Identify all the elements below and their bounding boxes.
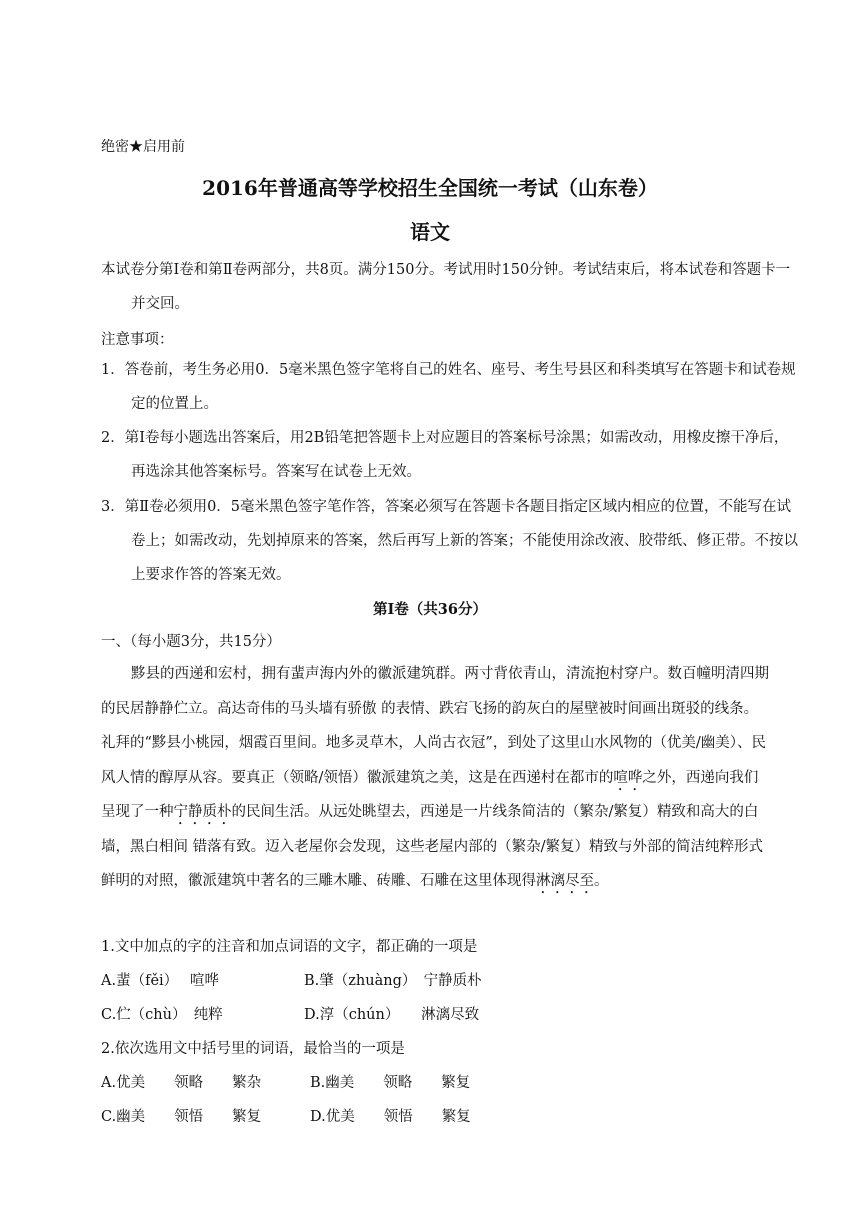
exam-title: 2016年普通高等学校招生全国统一考试（山东卷） bbox=[202, 176, 658, 200]
question-1-option-c: C.伫（chù） 纯粹 bbox=[101, 1007, 223, 1023]
question-1-stem: 1.文中加点的字的注音和加点词语的文字，都正确的一项是 bbox=[101, 939, 478, 955]
question-1-option-b: B.肇（zhuàng） 宁静质朴 bbox=[304, 973, 482, 989]
note-item-3: 3．第Ⅱ卷必须用0．5毫米黑色签字笔作答，答案必须写在答题卡各题目指定区域内相应的位置，不能写在试卷上；如需改动，先划掉原来的答案，然后再写上新的答案；不能使用涂改液、胶带纸、修正带。不按以上要求作答的答案无效。 bbox=[101, 499, 798, 583]
passage-text-2: 之外，西递向我们呈现了一种 bbox=[101, 769, 759, 820]
note-item-1: 1．答卷前，考生务必用0．5毫米黑色签字笔将自己的姓名、座号、考生号县区和科类填写在答题卡和试卷规定的位置上。 bbox=[101, 362, 796, 412]
question-1-option-d: D.淳（chún） 淋漓尽致 bbox=[304, 1007, 480, 1023]
reading-passage bbox=[101, 657, 771, 899]
question-1-option-a: A.蜚（fěi） 喧哗 bbox=[101, 973, 220, 989]
section1-heading: 一、（每小题3分，共15分） bbox=[101, 634, 281, 650]
passage-text-3: 的民间生活。从远处眺望去，西递是一片线条简洁的（繁杂/繁复）精致和高大的白墙，黑白相间 错落有致。迈入老屋你会发现，这些老屋内部的（繁杂/繁复）精致与外部的简洁纯粹形式鲜明的对照，徽派建筑中著名的三雕木雕、砖雕、石雕在这里体现得 bbox=[101, 804, 763, 889]
question-2-option-a: A.优美 领略 繁杂 bbox=[101, 1075, 262, 1091]
subject-title: 语文 bbox=[410, 220, 450, 244]
notes-heading: 注意事项： bbox=[101, 332, 174, 348]
note-item-2: 2．第Ⅰ卷每小题选出答案后，用2B铅笔把答题卡上对应题目的答案标号涂黑；如需改动，用橡皮擦干净后，再选涂其他答案标号。答案写在试卷上无效。 bbox=[101, 430, 789, 480]
passage-text-4: 。 bbox=[594, 873, 609, 889]
secret-mark: 绝密★启用前 bbox=[101, 139, 185, 155]
dotted-word-2: 宁静质朴 bbox=[173, 804, 232, 820]
question-2-option-b: B.幽美 领略 繁复 bbox=[310, 1075, 471, 1091]
intro-paragraph: 本试卷分第Ⅰ卷和第Ⅱ卷两部分，共8页。满分150分。考试用时150分钟。考试结束后，将本试卷和答题卡一并交回。 bbox=[101, 262, 791, 312]
question-2-stem: 2.依次选用文中括号里的词语，最恰当的一项是 bbox=[101, 1041, 405, 1057]
passage-text-1: 黟县的西递和宏村，拥有蜚声海内外的徽派建筑群。两寸背依青山，清流抱村穿户。数百幢明清四期的民居静静伫立。高达奇伟的马头墙有骄傲 的表情、跌宕飞扬的韵灰白的屋壁被时间画出斑驳的线条。礼拜的“黟县小桃园，烟霞百里间。地多灵草木，人尚古衣冠”，到处了这里山水风物的（优美/幽美）、民风人情的醇厚从容。要真正（领略/领悟）徽派建筑之美，这是在西递村在都市的 bbox=[101, 666, 769, 786]
question-2-option-d: D.优美 领悟 繁复 bbox=[310, 1109, 471, 1125]
question-2-option-c: C.幽美 领悟 繁复 bbox=[101, 1109, 262, 1125]
dotted-word-1: 喧哗 bbox=[613, 769, 643, 786]
part1-heading: 第Ⅰ卷（共36分） bbox=[373, 601, 487, 618]
dotted-word-3: 淋漓尽至 bbox=[536, 873, 594, 889]
